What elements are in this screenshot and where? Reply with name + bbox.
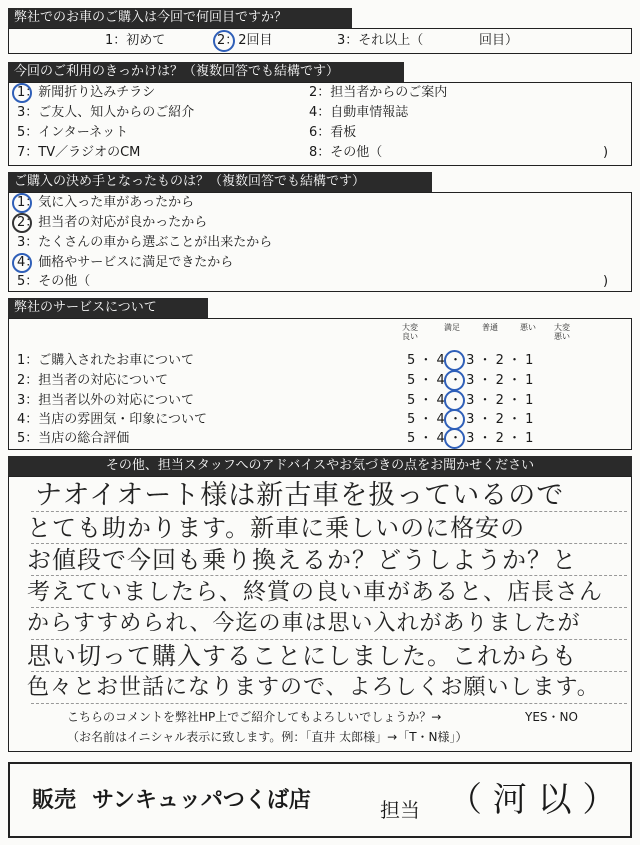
q2-header	[8, 62, 404, 82]
q4-item-3: 3：担当者以外の対応について	[17, 393, 195, 408]
q4-item-2: 2：担当者の対応について	[17, 373, 169, 388]
q1-option-2: 2：2回目	[217, 33, 273, 48]
store-name: サンキュッパつくば店	[92, 788, 311, 813]
q2-question: 今回のご利用のきっかけは？（複数回答でも結構です）	[14, 64, 340, 79]
q4-rating-2: 5 ・ 4 ・ 3 ・ 2 ・ 1	[407, 373, 534, 388]
staff-name: （ 河 以 ）	[448, 780, 617, 820]
ruled-line	[31, 543, 627, 544]
q3-option-1: 1：気に入った車があったから	[17, 195, 195, 210]
handwritten-line-5: からすすめられ、今迄の車は思い入れがありましたが	[27, 611, 581, 636]
q4-scale-2: 満足	[444, 323, 460, 332]
q2-option-1: 1：新聞折り込みチラシ	[17, 85, 156, 100]
q3-selected-circle-4	[12, 253, 32, 273]
q3-option-5-close: )	[603, 274, 609, 289]
q3-selected-circle-2	[12, 213, 32, 233]
q4-item-4: 4：当店の雰囲気・印象について	[17, 412, 208, 427]
q5-box	[8, 476, 632, 752]
q4-box	[8, 318, 632, 450]
q4-scale-5: 大変悪い	[554, 323, 570, 341]
q3-option-3: 3：たくさんの車から選ぶことが出来たから	[17, 235, 273, 250]
q4-item-5: 5：当店の総合評価	[17, 431, 130, 446]
handwritten-line-6: 思い切って購入することにしました。これからも	[27, 642, 577, 670]
q2-box	[8, 82, 632, 166]
q1-option-3-suffix: 回目）	[479, 33, 519, 48]
handwritten-line-3: お値段で今回も乗り換えるか？どうしようか？と	[27, 546, 577, 574]
q4-rating-5: 5 ・ 4 ・ 3 ・ 2 ・ 1	[407, 431, 534, 446]
handwritten-line-7: 色々とお世話になりますので、よろしくお願いします。	[27, 675, 600, 700]
sales-label: 販売	[32, 788, 77, 813]
q2-option-4: 4：自動車情報誌	[309, 105, 409, 120]
ruled-line	[31, 575, 627, 576]
q3-option-2: 2：担当者の対応が良かったから	[17, 215, 208, 230]
q4-rating-1: 5 ・ 4 ・ 3 ・ 2 ・ 1	[407, 353, 534, 368]
q4-scale-4: 悪い	[520, 323, 536, 332]
yes-no: YES・NO	[525, 710, 578, 724]
q5-question: その他、担当スタッフへのアドバイスやお気づきの点をお聞かせください	[105, 458, 535, 473]
q4-scale-1: 大変良い	[402, 323, 418, 341]
q4-circle-1	[444, 350, 465, 371]
q1-option-3: 3：それ以上（	[337, 33, 424, 48]
q4-header	[8, 298, 208, 318]
q4-question: 弊社のサービスについて	[14, 300, 157, 315]
q4-circle-2	[444, 370, 465, 391]
q1-option-1: 1：初めて	[105, 33, 166, 48]
ruled-line	[31, 703, 627, 704]
q4-item-1: 1：ご購入されたお車について	[17, 353, 195, 368]
q2-option-8-close: )	[603, 145, 609, 160]
q3-question: ご購入の決め手となったものは？（複数回答でも結構です）	[14, 174, 366, 189]
q2-option-2: 2：担当者からのご案内	[309, 85, 448, 100]
q1-selected-circle	[213, 30, 235, 52]
q4-circle-4	[444, 409, 465, 430]
q4-rating-3: 5 ・ 4 ・ 3 ・ 2 ・ 1	[407, 393, 534, 408]
q3-option-4: 4：価格やサービスに満足できたから	[17, 255, 234, 270]
q1-question: 弊社でのお車のご購入は今回で何回目ですか？	[14, 10, 288, 25]
ruled-line	[31, 511, 627, 512]
q2-option-3: 3：ご友人、知人からのご紹介	[17, 105, 195, 120]
q4-circle-5	[444, 428, 465, 449]
q3-option-5: 5：その他（	[17, 274, 91, 289]
q5-header	[8, 456, 632, 476]
ruled-line	[31, 671, 627, 672]
q2-option-8: 8：その他（	[309, 145, 383, 160]
footer-box	[8, 762, 632, 838]
q4-rating-4: 5 ・ 4 ・ 3 ・ 2 ・ 1	[407, 412, 534, 427]
ruled-line	[31, 607, 627, 608]
hp-question: こちらのコメントを弊社HP上でご紹介してもよろしいでしょうか？→	[67, 710, 442, 724]
staff-label: 担当	[380, 798, 420, 822]
q4-circle-3	[444, 390, 465, 411]
q4-scale-3: 普通	[482, 323, 498, 332]
q2-option-7: 7：TV／ラジオのCM	[17, 145, 141, 160]
handwritten-line-4: 考えていましたら、終賞の良い車があると、店長さん	[27, 579, 603, 605]
q3-selected-circle-1	[12, 193, 32, 213]
ruled-line	[31, 639, 627, 640]
handwritten-line-2: とても助かります。新車に乗しいのに格安の	[27, 514, 526, 542]
handwritten-line-1: ナオイオート様は新古車を扱っているので	[35, 480, 565, 511]
q2-option-5: 5：インターネット	[17, 125, 129, 140]
q2-option-6: 6：看板	[309, 125, 357, 140]
initial-note: （お名前はイニシャル表示に致します。例：「直井 太郎様」→「T・N様」）	[67, 730, 468, 744]
q1-header	[8, 8, 352, 28]
q3-header	[8, 172, 432, 192]
q2-selected-circle-1	[12, 83, 32, 103]
q1-box	[8, 28, 632, 54]
q3-box	[8, 192, 632, 292]
